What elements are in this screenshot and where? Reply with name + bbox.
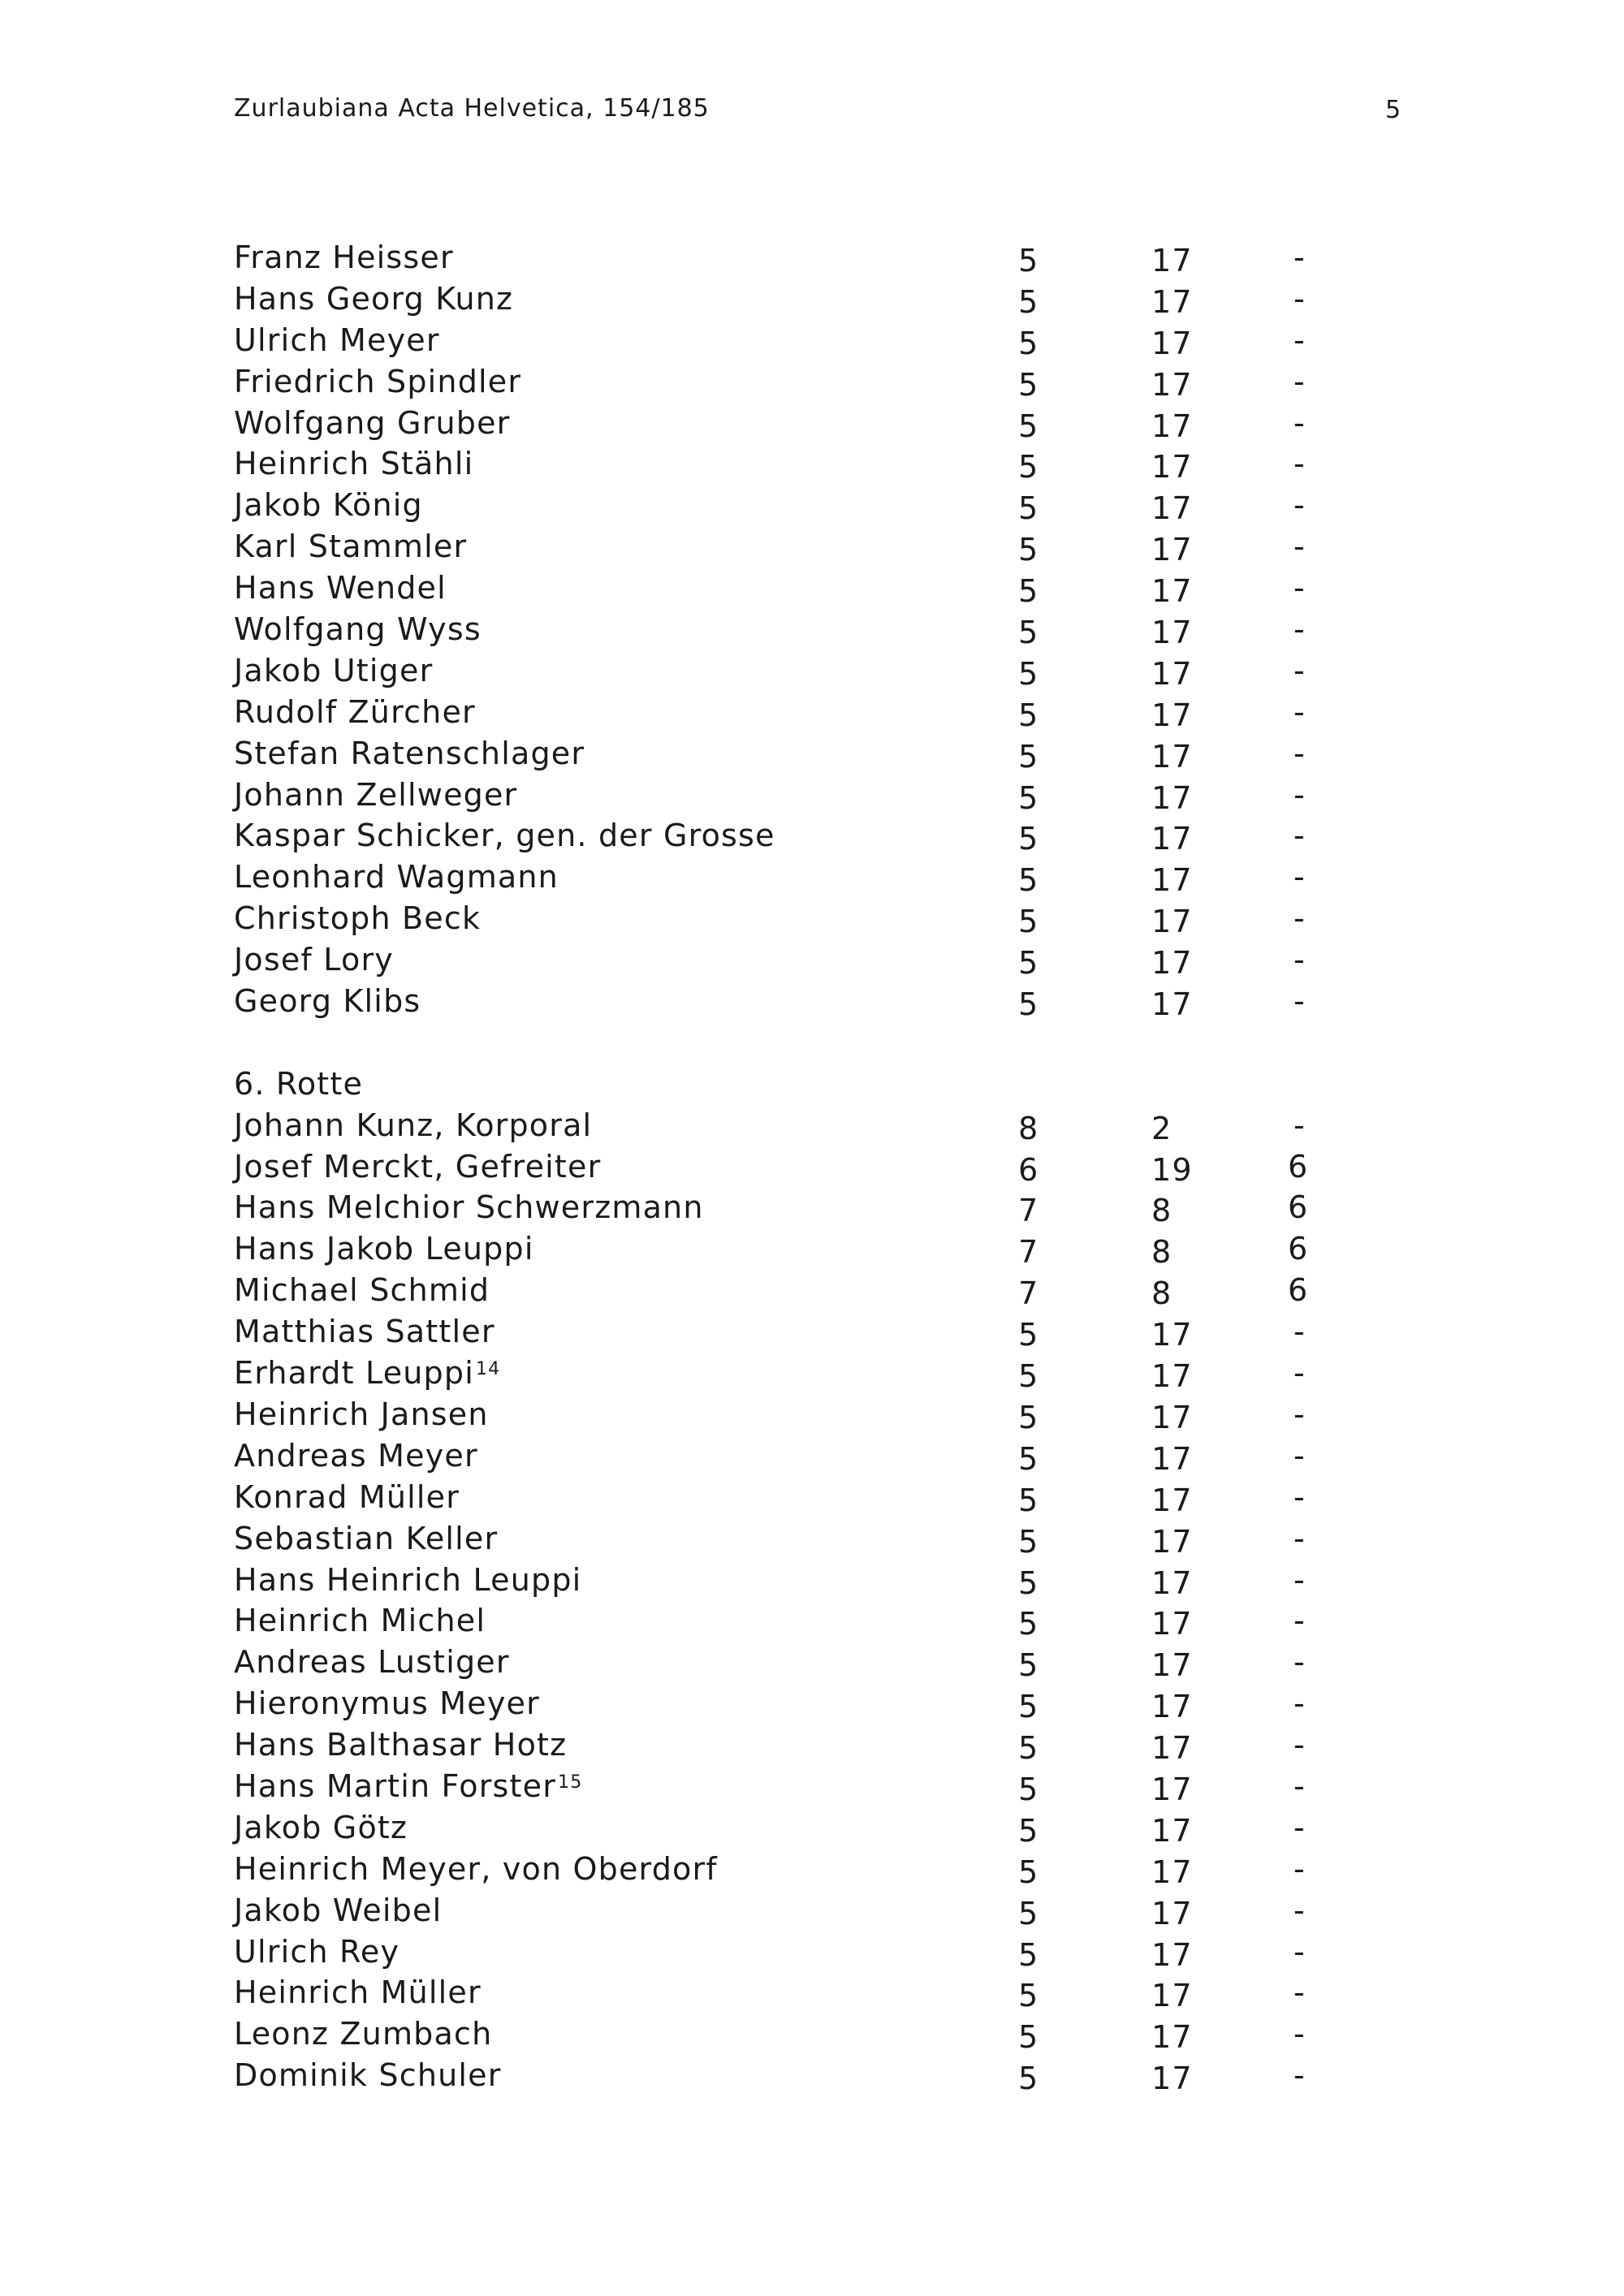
amount-c2: 17 [1151, 532, 1193, 568]
amount-c2: 17 [1151, 1482, 1193, 1518]
amount-c3: - [1294, 446, 1306, 482]
amount-c3: - [1294, 1767, 1306, 1804]
amount-c3: - [1294, 776, 1306, 813]
amount-c3: - [1294, 1685, 1306, 1722]
roster-row [234, 1972, 1338, 2013]
amount-c3: 6 [1288, 1189, 1309, 1226]
person-name [234, 1105, 592, 1146]
amount-c1: 5 [1018, 1771, 1039, 1807]
amount-c3: - [1294, 1520, 1306, 1556]
person-name-text: Rudolf Zürcher [234, 693, 476, 730]
roster-row [234, 609, 1338, 650]
roster-row [234, 403, 1338, 444]
roster-row [234, 1435, 1338, 1477]
roster-row [234, 981, 1338, 1022]
amount-c1: 5 [1018, 1358, 1039, 1395]
person-name-text: Jakob Weibel [234, 1892, 443, 1928]
person-name-text: Stefan Ratenschlager [234, 735, 585, 771]
footnote-marker: 15 [558, 1772, 583, 1793]
amount-c2: 17 [1151, 2061, 1193, 2097]
person-name [234, 2055, 502, 2095]
roster-group-b [234, 1105, 1338, 2096]
roster-row [234, 1683, 1338, 1724]
amount-c3: 6 [1288, 1272, 1309, 1309]
amount-c3: - [1294, 1974, 1306, 2011]
amount-c2: 17 [1151, 1689, 1193, 1725]
person-name-text: Ulrich Meyer [234, 322, 440, 358]
amount-c3: - [1294, 322, 1306, 358]
amount-c3: - [1294, 652, 1306, 688]
roster-row [234, 815, 1338, 857]
amount-c3: - [1294, 1850, 1306, 1887]
person-name-text: Hans Georg Kunz [234, 280, 514, 317]
person-name-text: Hieronymus Meyer [234, 1685, 540, 1722]
amount-c2: 17 [1151, 1399, 1193, 1435]
amount-c2: 17 [1151, 449, 1193, 486]
amount-c3: - [1294, 1933, 1306, 1970]
amount-c3: - [1294, 529, 1306, 565]
amount-c3: - [1294, 818, 1306, 854]
amount-c2: 17 [1151, 1358, 1193, 1395]
person-name [234, 1600, 486, 1641]
person-name [234, 1146, 601, 1187]
amount-c1: 5 [1018, 1689, 1039, 1725]
person-name [234, 320, 440, 360]
person-name-text: Wolfgang Gruber [234, 404, 511, 441]
roster-row [234, 1849, 1338, 1890]
roster-row [234, 1807, 1338, 1849]
amount-c1: 5 [1018, 408, 1039, 444]
amount-c2: 8 [1151, 1234, 1173, 1271]
amount-c1: 5 [1018, 1523, 1039, 1560]
person-name [234, 568, 447, 608]
roster-row [234, 1394, 1338, 1435]
person-name-text: Hans Jakob Leuppi [234, 1231, 534, 1267]
amount-c2: 17 [1151, 1647, 1193, 1684]
amount-c1: 5 [1018, 1317, 1039, 1353]
roster-row [234, 568, 1338, 609]
roster-row [234, 898, 1338, 939]
person-name-text: Hans Wendel [234, 570, 447, 606]
person-name-text: Josef Lory [234, 942, 394, 978]
person-name [234, 403, 511, 443]
roster-row [234, 775, 1338, 816]
person-name [234, 1560, 581, 1600]
amount-c2: 17 [1151, 1936, 1193, 1973]
person-name [234, 1849, 718, 1889]
person-name [234, 981, 421, 1021]
person-name-text: Konrad Müller [234, 1478, 460, 1515]
amount-c1: 5 [1018, 1440, 1039, 1477]
amount-c3: - [1294, 1314, 1306, 1350]
roster-row [234, 1477, 1338, 1518]
amount-c2: 17 [1151, 1812, 1193, 1849]
amount-c3: - [1294, 1355, 1306, 1392]
amount-c1: 5 [1018, 1647, 1039, 1684]
person-name [234, 1766, 582, 1806]
person-name-text: Kaspar Schicker, gen. der Grosse [234, 818, 775, 854]
roster-row [234, 650, 1338, 692]
person-name [234, 1394, 489, 1435]
amount-c3: - [1294, 1561, 1306, 1598]
person-name-text: Sebastian Keller [234, 1520, 499, 1556]
roster-row [234, 1187, 1338, 1228]
amount-c1: 5 [1018, 779, 1039, 816]
person-name [234, 2013, 492, 2054]
roster-row [234, 1724, 1338, 1766]
amount-c3: - [1294, 404, 1306, 441]
amount-c1: 5 [1018, 490, 1039, 527]
amount-c2: 17 [1151, 945, 1193, 982]
person-name-text: Christoph Beck [234, 900, 482, 937]
person-name [234, 1890, 442, 1931]
amount-c2: 17 [1151, 1606, 1193, 1642]
amount-c2: 17 [1151, 986, 1193, 1023]
person-name [234, 278, 513, 319]
amount-c1: 5 [1018, 573, 1039, 610]
person-name-text: Friedrich Spindler [234, 363, 522, 399]
roster-row [234, 485, 1338, 526]
person-name-text: Heinrich Jansen [234, 1396, 489, 1432]
roster-row [234, 526, 1338, 568]
amount-c2: 17 [1151, 366, 1193, 403]
person-name-text: Jakob König [234, 487, 423, 524]
amount-c2: 17 [1151, 862, 1193, 899]
roster-row [234, 1642, 1338, 1683]
amount-c3: - [1294, 942, 1306, 978]
person-name [234, 1683, 540, 1724]
amount-c3: - [1294, 1107, 1306, 1143]
person-name [234, 650, 433, 691]
person-name [234, 1311, 495, 1352]
amount-c3: - [1294, 900, 1306, 937]
person-name [234, 443, 473, 484]
person-name [234, 1931, 400, 1972]
roster-row [234, 1600, 1338, 1642]
amount-c3: - [1294, 983, 1306, 1020]
person-name [234, 1972, 482, 2013]
amount-c1: 5 [1018, 1399, 1039, 1435]
person-name-text: Jakob Götz [234, 1809, 408, 1845]
amount-c1: 5 [1018, 697, 1039, 733]
amount-c1: 5 [1018, 821, 1039, 857]
amount-c2: 17 [1151, 1730, 1193, 1767]
amount-c3: - [1294, 1809, 1306, 1845]
amount-c3: - [1294, 1478, 1306, 1515]
footnote-marker: 14 [475, 1359, 501, 1380]
roster-row [234, 857, 1338, 898]
roster-row [234, 2013, 1338, 2055]
amount-c3: - [1294, 570, 1306, 606]
person-name [234, 692, 476, 732]
amount-c1: 5 [1018, 325, 1039, 361]
amount-c2: 17 [1151, 408, 1193, 444]
amount-c3: 6 [1288, 1148, 1309, 1185]
amount-c1: 5 [1018, 366, 1039, 403]
person-name-text: Andreas Meyer [234, 1437, 478, 1474]
person-name [234, 1518, 498, 1559]
person-name-text: Heinrich Meyer, von Oberdorf [234, 1850, 718, 1887]
person-name-text: Heinrich Michel [234, 1603, 486, 1639]
person-name [234, 1353, 500, 1393]
amount-c3: - [1294, 1437, 1306, 1474]
amount-c3: - [1294, 735, 1306, 771]
amount-c1: 6 [1018, 1151, 1039, 1188]
person-name [234, 609, 482, 650]
roster-row [234, 1353, 1338, 1394]
amount-c2: 17 [1151, 1564, 1193, 1601]
person-name-text: Wolfgang Wyss [234, 611, 482, 648]
amount-c1: 5 [1018, 449, 1039, 486]
amount-c2: 17 [1151, 283, 1193, 320]
roster-row [234, 320, 1338, 361]
person-name-text: Johann Zellweger [234, 776, 518, 813]
amount-c2: 8 [1151, 1275, 1173, 1312]
amount-c3: - [1294, 611, 1306, 648]
amount-c2: 17 [1151, 821, 1193, 857]
roster-row [234, 1146, 1338, 1188]
amount-c3: - [1294, 487, 1306, 524]
person-name [234, 1642, 510, 1682]
amount-c2: 17 [1151, 655, 1193, 692]
amount-c2: 17 [1151, 904, 1193, 940]
person-name-text: Ulrich Rey [234, 1933, 400, 1970]
group-heading [234, 1064, 1338, 1105]
roster-row [234, 1890, 1338, 1931]
person-name-text: Johann Kunz, Korporal [234, 1107, 593, 1143]
amount-c1: 7 [1018, 1275, 1039, 1312]
amount-c1: 5 [1018, 945, 1039, 982]
amount-c1: 5 [1018, 283, 1039, 320]
amount-c2: 17 [1151, 1978, 1193, 2014]
person-name-text: Josef Merckt, Gefreiter [234, 1148, 602, 1185]
person-name-text: Hans Martin Forster [234, 1767, 557, 1804]
amount-c3: - [1294, 1727, 1306, 1763]
amount-c3: - [1294, 859, 1306, 896]
amount-c1: 7 [1018, 1193, 1039, 1229]
amount-c2: 17 [1151, 1440, 1193, 1477]
amount-c2: 17 [1151, 697, 1193, 733]
amount-c3: - [1294, 280, 1306, 317]
amount-c2: 17 [1151, 2019, 1193, 2056]
person-name-text: Michael Schmid [234, 1272, 490, 1309]
amount-c3: - [1294, 1603, 1306, 1639]
roster-row [234, 1105, 1338, 1146]
person-name-text: Hans Balthasar Hotz [234, 1727, 568, 1763]
person-name [234, 485, 423, 525]
amount-c1: 5 [1018, 1895, 1039, 1931]
person-name [234, 237, 454, 278]
amount-c3: - [1294, 2057, 1306, 2094]
amount-c2: 17 [1151, 325, 1193, 361]
amount-c1: 5 [1018, 738, 1039, 775]
person-name-text: Leonz Zumbach [234, 2016, 493, 2052]
amount-c1: 5 [1018, 1854, 1039, 1890]
amount-c2: 17 [1151, 615, 1193, 651]
running-header-title: Zurlaubiana Acta Helvetica, 154/185 [234, 94, 710, 123]
amount-c2: 17 [1151, 490, 1193, 527]
person-name-text: Erhardt Leuppi [234, 1355, 474, 1392]
amount-c2: 2 [1151, 1110, 1173, 1146]
amount-c1: 5 [1018, 1812, 1039, 1849]
amount-c1: 5 [1018, 904, 1039, 940]
amount-c1: 5 [1018, 1978, 1039, 2014]
person-name [234, 1477, 460, 1517]
person-name-text: Matthias Sattler [234, 1314, 495, 1350]
amount-c2: 17 [1151, 1771, 1193, 1807]
person-name-text: Karl Stammler [234, 529, 468, 565]
group-spacer [234, 1022, 1338, 1064]
amount-c2: 17 [1151, 779, 1193, 816]
amount-c1: 5 [1018, 2019, 1039, 2056]
amount-c1: 5 [1018, 655, 1039, 692]
person-name [234, 1435, 478, 1476]
roster-row [234, 361, 1338, 403]
roster-row [234, 278, 1338, 320]
person-name [234, 1270, 490, 1310]
amount-c3: - [1294, 363, 1306, 399]
roster-row [234, 1560, 1338, 1601]
person-name-text: Jakob Utiger [234, 652, 434, 688]
roster-row [234, 1311, 1338, 1353]
person-name [234, 1724, 567, 1765]
amount-c1: 7 [1018, 1234, 1039, 1271]
amount-c1: 5 [1018, 1564, 1039, 1601]
roster-row [234, 1766, 1338, 1807]
amount-c1: 5 [1018, 615, 1039, 651]
roster-row [234, 443, 1338, 485]
amount-c2: 17 [1151, 1523, 1193, 1560]
roster-row [234, 939, 1338, 981]
roster-row [234, 237, 1338, 278]
roster-row [234, 1518, 1338, 1560]
person-name-text: Hans Melchior Schwerzmann [234, 1189, 704, 1226]
person-name [234, 857, 559, 897]
amount-c1: 8 [1018, 1110, 1039, 1146]
person-name-text: Heinrich Müller [234, 1974, 482, 2011]
amount-c1: 5 [1018, 1936, 1039, 1973]
person-name [234, 1187, 704, 1228]
amount-c1: 5 [1018, 1606, 1039, 1642]
page-number: 5 [1385, 96, 1402, 124]
amount-c3: 6 [1288, 1231, 1309, 1267]
amount-c1: 5 [1018, 243, 1039, 278]
amount-c2: 17 [1151, 1895, 1193, 1931]
person-name-text: Heinrich Stähli [234, 446, 474, 482]
amount-c1: 5 [1018, 1730, 1039, 1767]
amount-c2: 8 [1151, 1193, 1173, 1229]
person-name-text: Georg Klibs [234, 983, 421, 1020]
person-name [234, 361, 521, 402]
person-name [234, 1807, 408, 1848]
amount-c3: - [1294, 1644, 1306, 1681]
amount-c3: - [1294, 693, 1306, 730]
amount-c2: 17 [1151, 1854, 1193, 1890]
roster-row [234, 692, 1338, 733]
person-name-text: Dominik Schuler [234, 2057, 502, 2094]
amount-c2: 17 [1151, 243, 1193, 278]
amount-c2: 17 [1151, 1317, 1193, 1353]
roster-row [234, 1270, 1338, 1311]
amount-c3: - [1294, 240, 1306, 275]
roster-row [234, 1931, 1338, 1973]
amount-c3: - [1294, 1396, 1306, 1432]
roster-row [234, 733, 1338, 775]
person-name [234, 775, 517, 815]
group-heading-text: 6. Rotte [234, 1065, 364, 1102]
person-name [234, 898, 481, 939]
amount-c2: 17 [1151, 573, 1193, 610]
person-name [234, 815, 775, 856]
person-name-text: Andreas Lustiger [234, 1644, 510, 1681]
person-name-text: Leonhard Wagmann [234, 859, 559, 896]
roster-list [234, 237, 1338, 2096]
amount-c3: - [1294, 1892, 1306, 1928]
roster-row [234, 1228, 1338, 1270]
person-name [234, 733, 585, 774]
roster-row [234, 2055, 1338, 2096]
amount-c1: 5 [1018, 1482, 1039, 1518]
amount-c1: 5 [1018, 2061, 1039, 2097]
person-name-text: Hans Heinrich Leuppi [234, 1561, 582, 1598]
amount-c2: 19 [1151, 1151, 1193, 1188]
roster-group-a [234, 237, 1338, 1022]
person-name [234, 526, 467, 567]
amount-c1: 5 [1018, 986, 1039, 1023]
amount-c1: 5 [1018, 862, 1039, 899]
person-name [234, 939, 394, 980]
amount-c1: 5 [1018, 532, 1039, 568]
person-name-text: Franz Heisser [234, 240, 454, 275]
amount-c2: 17 [1151, 738, 1193, 775]
person-name [234, 1228, 534, 1269]
amount-c3: - [1294, 2016, 1306, 2052]
